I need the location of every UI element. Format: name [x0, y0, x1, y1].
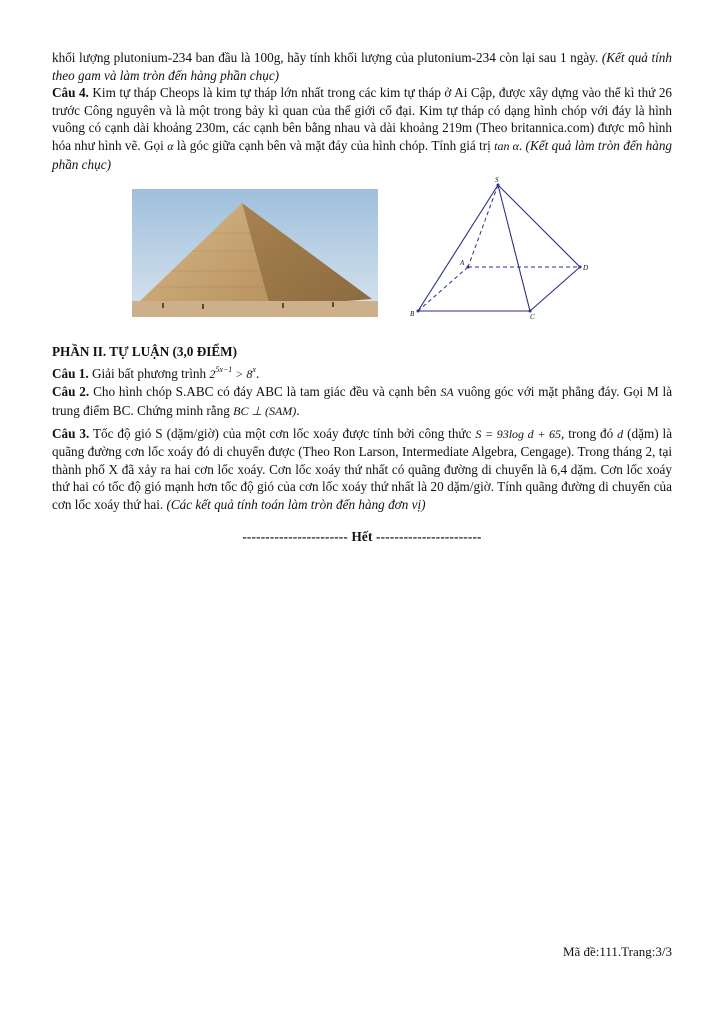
- p2-c2-text-a: Cho hình chóp S.ABC có đáy ABC là tam giác đều và cạnh bên: [93, 384, 437, 400]
- pyramid-diagram: [406, 177, 596, 319]
- q4-text-a: Kim tự tháp Cheops là kim tự tháp lớn nhất trong các kim tự tháp ở Ai Cập, được xây dựng vào thế kì thứ 26 trước Công nguyên và là một trong bảy kì quan của thế giới cổ đại. Kim tự tháp có dạng hình chóp với đáy là hình vuông có cạnh dài khoảng 230m, các cạnh bên bằng nhau và dài khoảng 219m (Theo britannica.com) được mô hình hóa như hình vẽ. Gọi: [52, 85, 673, 153]
- p2-c2-formula: BC ⊥ (SAM): [233, 403, 297, 418]
- pyramid-photo: [132, 189, 378, 317]
- label-a: A: [460, 259, 465, 268]
- q3-tail-note: (Kết quả tính theo gam và làm tròn đến hàng phần chục): [52, 50, 672, 83]
- p2-c2-text-b: vuông góc với mặt phẳng đáy. Gọi M là trung điểm BC. Chứng minh rằng: [52, 384, 673, 418]
- q4-text-c: .: [518, 137, 523, 153]
- part2-heading-text: PHẦN II. TỰ LUẬN (3,0 ĐIỂM): [52, 344, 237, 360]
- p2-c3-label: Câu 3.: [52, 425, 90, 441]
- p2-c1-exp: 5x−1: [215, 364, 233, 374]
- p2-c1-text: Giải bất phương trình: [91, 365, 207, 381]
- figures-row: [52, 177, 672, 329]
- q4-alpha: α: [167, 138, 174, 153]
- end-mark: ----------------------- Hết -----------------------: [242, 528, 482, 544]
- p2-c3-text-b: , trong đó: [561, 425, 614, 441]
- p2-c3-note: (Các kết quả tính toán làm tròn đến hàng đơn vị): [166, 496, 426, 512]
- part2-question-1: [52, 361, 672, 384]
- question-4: [52, 84, 672, 173]
- p2-c1-exp2: x: [252, 364, 256, 374]
- q4-tan: tan α: [494, 138, 519, 153]
- p2-c3-formula: S = 93log d + 65: [475, 426, 562, 441]
- part2-question-2: [52, 383, 672, 420]
- q4-label: Câu 4.: [52, 85, 89, 101]
- part2-question-3: [52, 425, 672, 514]
- p2-c1-label: Câu 1.: [52, 365, 89, 381]
- p2-c2-end: .: [296, 402, 300, 418]
- p2-c3-d: d: [617, 426, 624, 441]
- p2-c1-formula: [209, 364, 256, 381]
- q3-tail: [52, 49, 672, 84]
- q4-text-b: là góc giữa cạnh bên và mặt đáy của hình chóp. Tính giá trị: [176, 137, 491, 153]
- p2-c3-text-c: (dặm) là quãng đường cơn lốc xoáy đó di chuyển được (Theo Ron Larson, Intermediate Algebra, Cengage). Trong tháng 2, tại thành phố X đã xảy ra hai cơn lốc xoáy. Cơn lốc xoáy thứ nhất có quãng đường di chuyển là 6,4 dặm. Cơn lốc xoáy thứ hai có tốc độ gió mạnh hơn tốc độ gió của cơn lốc xoáy thứ nhất là 20 dặm/giờ. Tính quãng đường di chuyển của cơn lốc xoáy thứ hai.: [52, 425, 673, 512]
- page-content: [52, 49, 672, 545]
- p2-c3-text-a: Tốc độ gió S (dặm/giờ) của một cơn lốc xoáy được tính bởi công thức: [92, 425, 472, 441]
- label-d: D: [583, 264, 589, 273]
- p2-c2-label: Câu 2.: [52, 384, 90, 400]
- p2-c2-sa: SA: [440, 385, 454, 400]
- page-footer: Mã đề:111.Trang:3/3: [562, 944, 672, 959]
- part2-heading: [52, 343, 672, 361]
- q4-note: (Kết quả làm tròn đến hàng phần chục): [52, 137, 673, 172]
- label-s: S: [495, 177, 499, 185]
- p2-c1-end: .: [255, 365, 260, 381]
- label-b: B: [410, 310, 415, 319]
- p2-c1-rest: > 8: [235, 366, 253, 381]
- q3-tail-text: khối lượng plutonium-234 ban đầu là 100g, hãy tính khối lượng của plutonium-234 còn lại sau 1 ngày.: [52, 50, 599, 65]
- p2-c1-base: 2: [209, 366, 216, 381]
- label-c: C: [530, 313, 535, 320]
